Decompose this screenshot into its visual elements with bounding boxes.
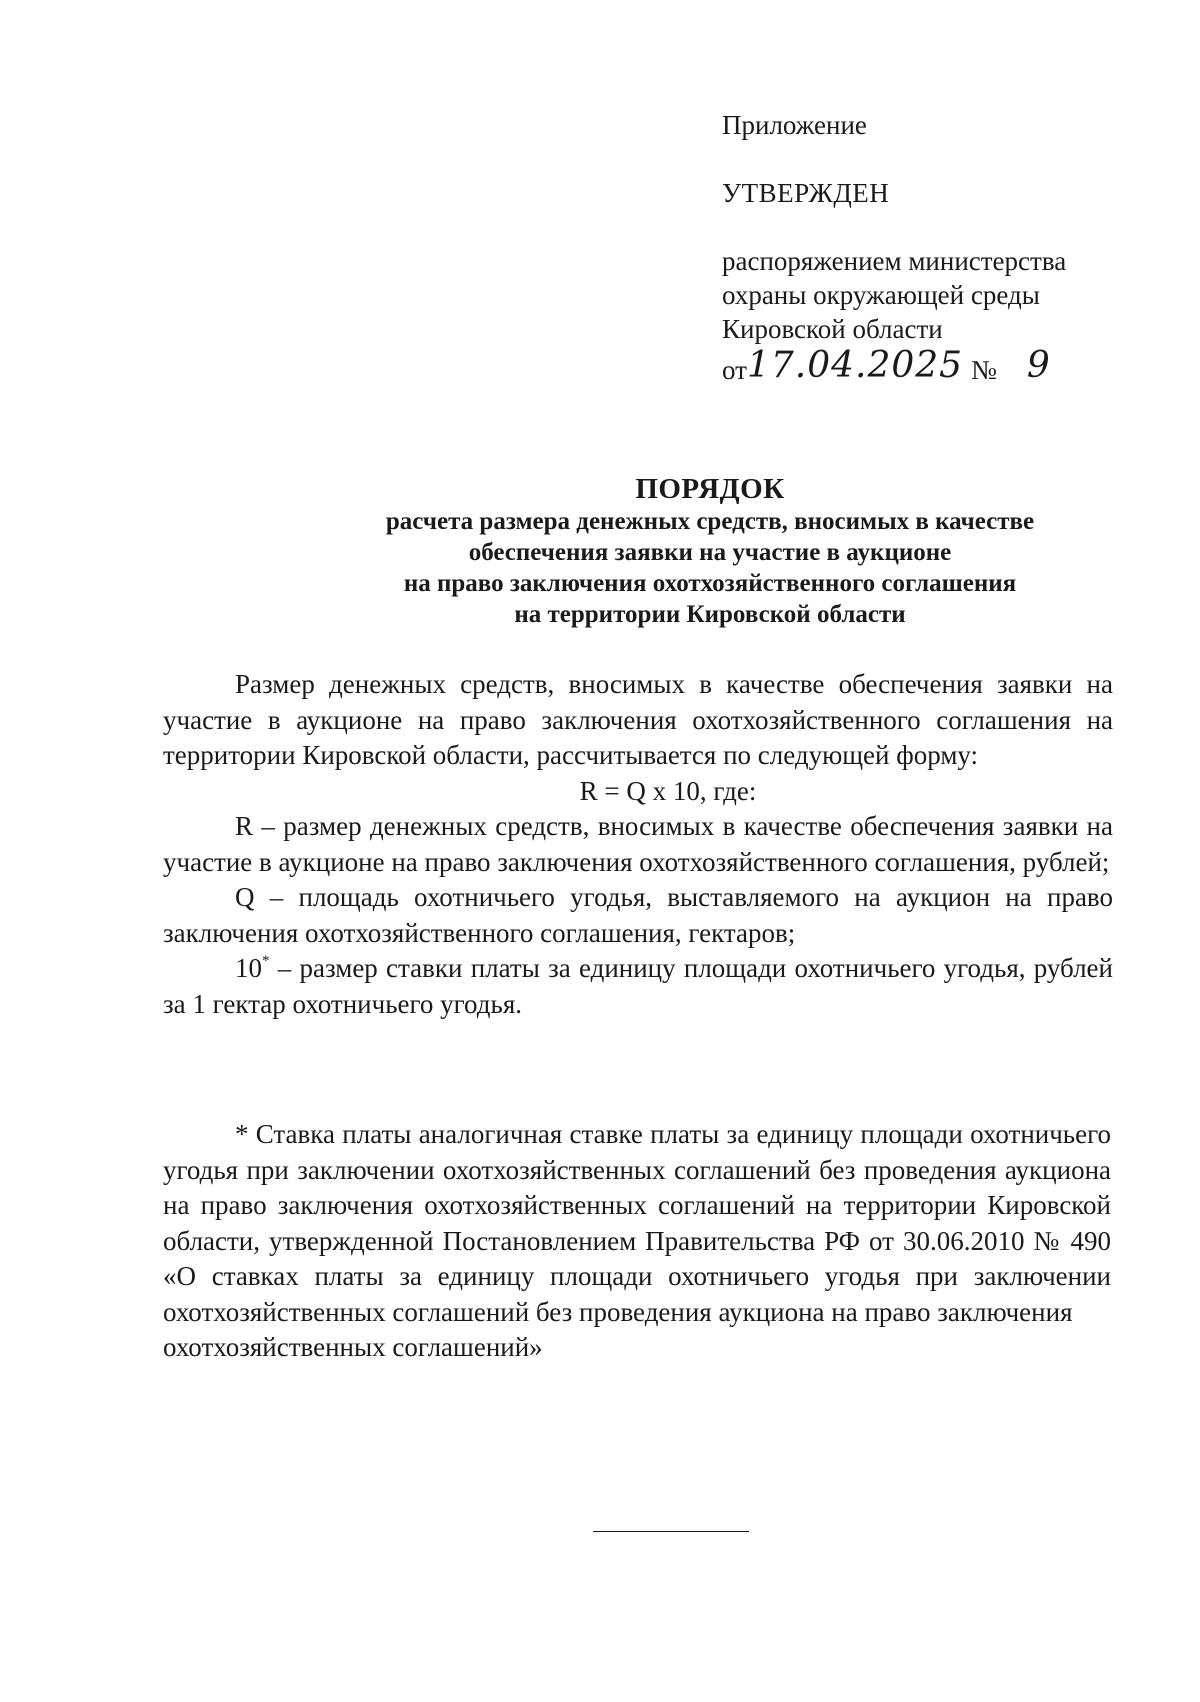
document-title bbox=[260, 472, 1160, 630]
definition-rate bbox=[163, 951, 1113, 1022]
handwritten-number: 9 bbox=[1026, 345, 1051, 386]
definition-q: Q – площадь охотничьего угодья, выставляемого на аукцион на право заключения охотхозяйственного соглашения, гектаров; bbox=[163, 882, 1113, 948]
order-date-line bbox=[722, 345, 1051, 398]
rate-description: – размер ставки платы за единицу площади охотничьего угодья, рублей за 1 гектар охотничьего угодья. bbox=[163, 953, 1113, 1019]
formula: R = Q х 10, где: bbox=[579, 775, 757, 806]
number-sign: № bbox=[971, 355, 997, 385]
footnote-last-line: охотхозяйственных соглашений» bbox=[163, 1332, 543, 1362]
handwritten-date: 17.04.2025 bbox=[746, 345, 964, 386]
intro-paragraph: Размер денежных средств, вносимых в качестве обеспечения заявки на участие в аукционе на право заключения охотхозяйственного соглашения на территории Кировской области, рассчитывается по следующей форму: bbox=[163, 669, 1113, 770]
footnote bbox=[163, 1117, 1111, 1366]
title-line: на территории Кировской области bbox=[514, 601, 906, 628]
rate-value: 10 bbox=[235, 953, 262, 983]
order-line: Кировской области bbox=[722, 314, 943, 344]
footnote-text: * Ставка платы аналогичная ставке платы за единицу площади охотничьего угодья при заключении охотхозяйственных соглашений без проведения аукциона на право заключения охотхозяйственных соглашений на территории Кировской области, утвержденной Постановлением Правительства РФ от 30.06.2010 № 490 «О ставках платы за единицу площади охотничьего угодья при заключении охотхозяйственных соглашений без проведения аукциона на право заключения bbox=[163, 1119, 1111, 1327]
date-prefix: от bbox=[722, 355, 747, 385]
end-divider bbox=[593, 1531, 749, 1532]
order-line: охраны окружающей среды bbox=[722, 280, 1040, 310]
footnote-marker: * bbox=[262, 953, 270, 969]
appendix-label: Приложение bbox=[722, 110, 867, 140]
order-line: распоряжением министерства bbox=[722, 246, 1067, 276]
title-line: расчета размера денежных средств, вносимых в качестве bbox=[385, 508, 1035, 535]
title-line: обеспечения заявки на участие в аукционе bbox=[468, 539, 952, 566]
definition-r: R – размер денежных средств, вносимых в качестве обеспечения заявки на участие в аукционе на право заключения охотхозяйственного соглашения, рублей; bbox=[163, 811, 1113, 877]
title-main: ПОРЯДОК bbox=[635, 473, 785, 505]
title-line: на право заключения охотхозяйственного соглашения bbox=[403, 570, 1017, 597]
document-body bbox=[163, 667, 1113, 1022]
approved-label: УТВЕРЖДЕН bbox=[722, 178, 890, 208]
